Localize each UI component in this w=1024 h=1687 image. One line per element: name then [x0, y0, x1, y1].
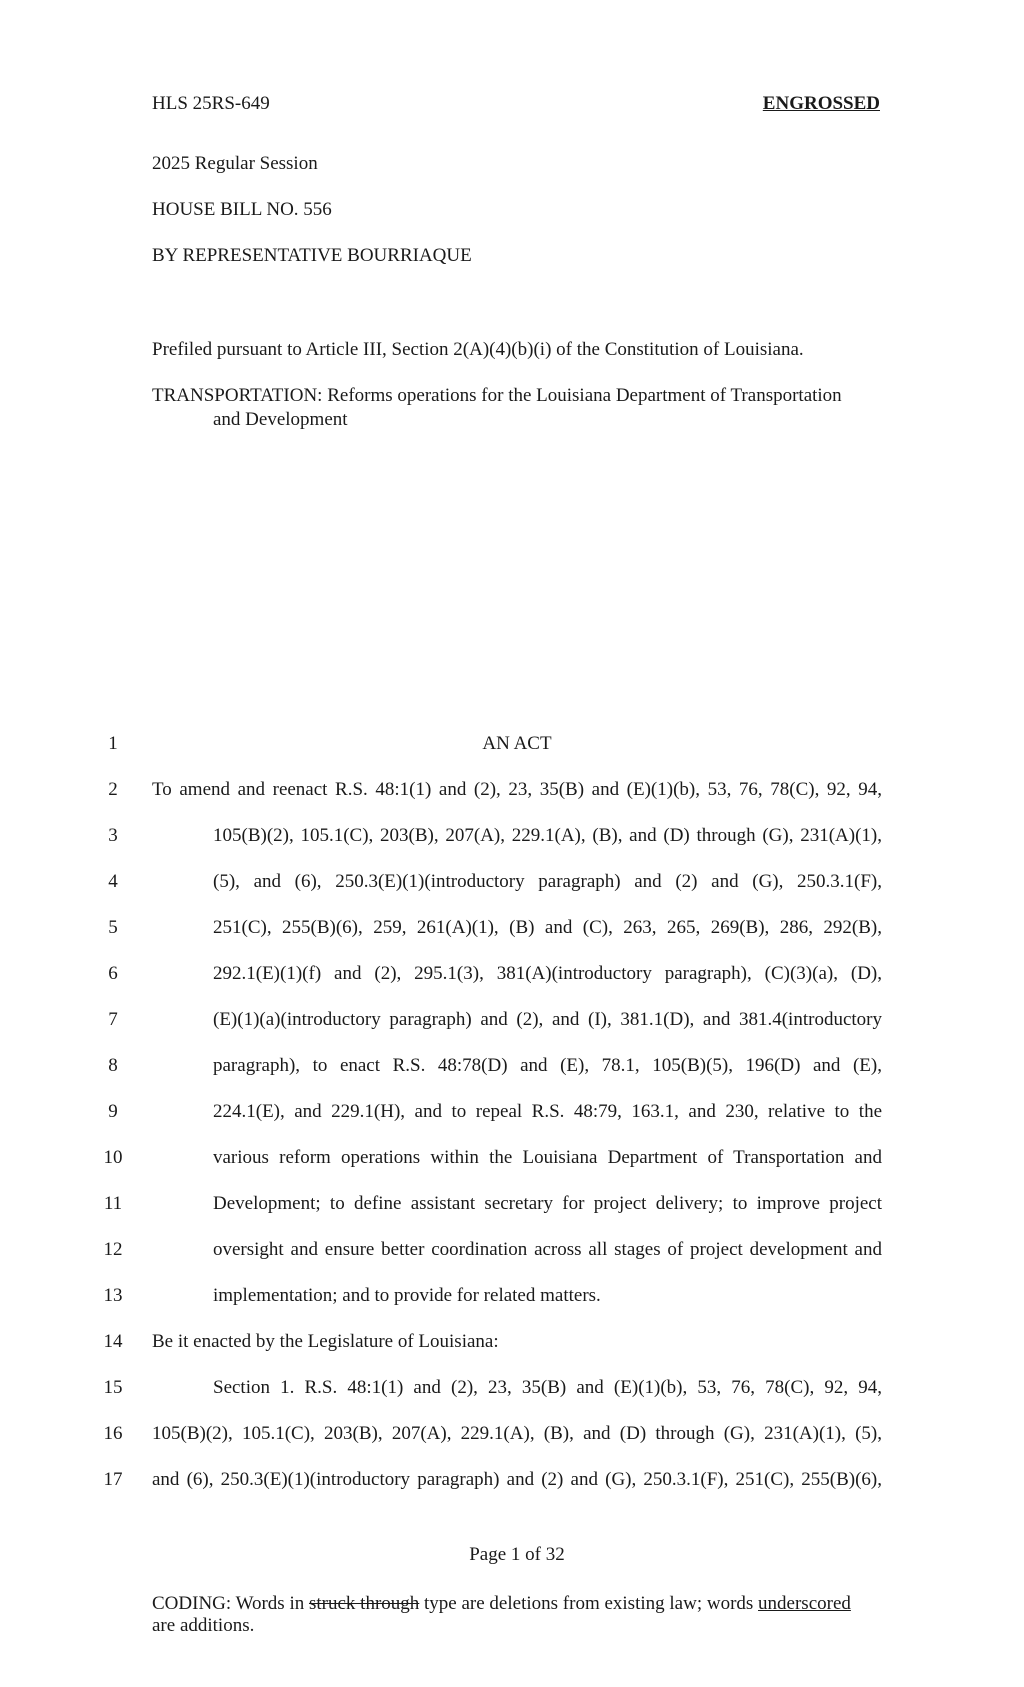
- line-number: 9: [108, 1101, 118, 1122]
- bill-number: HOUSE BILL NO. 556: [152, 199, 332, 220]
- line-number: 11: [103, 1193, 123, 1214]
- struck-through-sample: struck through: [308, 1593, 420, 1614]
- body-line: Development; to define assistant secretary for project delivery; to improve project: [213, 1193, 882, 1214]
- line-number: 4: [108, 871, 118, 892]
- session-label: 2025 Regular Session: [152, 153, 318, 174]
- body-line: 292.1(E)(1)(f) and (2), 295.1(3), 381(A)(introductory paragraph), (C)(3)(a), (D),: [213, 963, 882, 984]
- page-number: Page 1 of 32: [469, 1544, 565, 1565]
- line-number: 7: [108, 1009, 118, 1030]
- prefiled-note: Prefiled pursuant to Article III, Section 2(A)(4)(b)(i) of the Constitution of Louisiana.: [152, 339, 804, 360]
- enacting-clause: Be it enacted by the Legislature of Louisiana:: [152, 1331, 499, 1352]
- line-number: 3: [108, 825, 118, 846]
- body-line: 251(C), 255(B)(6), 259, 261(A)(1), (B) and (C), 263, 265, 269(B), 286, 292(B),: [213, 917, 882, 938]
- coding-suffix: are additions.: [152, 1615, 255, 1636]
- summary-line-2: and Development: [213, 409, 348, 430]
- body-line: paragraph), to enact R.S. 48:78(D) and (E), 78.1, 105(B)(5), 196(D) and (E),: [213, 1055, 882, 1076]
- line-number: 16: [103, 1423, 123, 1444]
- line-number: 6: [108, 963, 118, 984]
- coding-note: [152, 1593, 882, 1637]
- bill-author: BY REPRESENTATIVE BOURRIAQUE: [152, 245, 472, 266]
- underscored-sample: underscored: [758, 1593, 851, 1614]
- body-line: various reform operations within the Louisiana Department of Transportation and: [213, 1147, 882, 1168]
- section-1-start: Section 1. R.S. 48:1(1) and (2), 23, 35(B) and (E)(1)(b), 53, 76, 78(C), 92, 94,: [213, 1377, 882, 1398]
- line-number: 13: [103, 1285, 123, 1306]
- line-number: 5: [108, 917, 118, 938]
- body-line: To amend and reenact R.S. 48:1(1) and (2), 23, 35(B) and (E)(1)(b), 53, 76, 78(C), 92, 94,: [152, 779, 882, 800]
- body-line: 224.1(E), and 229.1(H), and to repeal R.S. 48:79, 163.1, and 230, relative to the: [213, 1101, 882, 1122]
- body-line: implementation; and to provide for related matters.: [213, 1285, 601, 1306]
- document-id: HLS 25RS-649: [152, 93, 270, 114]
- coding-prefix: CODING: Words in: [152, 1593, 305, 1614]
- body-line: 105(B)(2), 105.1(C), 203(B), 207(A), 229.1(A), (B), and (D) through (G), 231(A)(1), (5),: [152, 1423, 882, 1444]
- line-number: 8: [108, 1055, 118, 1076]
- body-line: oversight and ensure better coordination across all stages of project development and: [213, 1239, 882, 1260]
- summary-line-1: TRANSPORTATION: Reforms operations for the Louisiana Department of Transportation: [152, 385, 842, 406]
- line-number: 10: [103, 1147, 123, 1168]
- line-number: 1: [108, 733, 118, 754]
- act-title: AN ACT: [482, 733, 552, 754]
- body-line: (E)(1)(a)(introductory paragraph) and (2), and (I), 381.1(D), and 381.4(introductory: [213, 1009, 882, 1030]
- engrossed-status: ENGROSSED: [762, 93, 880, 114]
- line-number: 12: [103, 1239, 123, 1260]
- body-line: and (6), 250.3(E)(1)(introductory paragraph) and (2) and (G), 250.3.1(F), 251(C), 255(B)(6),: [152, 1469, 882, 1490]
- body-line: (5), and (6), 250.3(E)(1)(introductory paragraph) and (2) and (G), 250.3.1(F),: [213, 871, 882, 892]
- line-number: 2: [108, 779, 118, 800]
- body-line: 105(B)(2), 105.1(C), 203(B), 207(A), 229.1(A), (B), and (D) through (G), 231(A)(1),: [213, 825, 882, 846]
- line-number: 17: [103, 1469, 123, 1490]
- line-number: 15: [103, 1377, 123, 1398]
- line-number: 14: [103, 1331, 123, 1352]
- coding-middle: type are deletions from existing law; words: [424, 1593, 754, 1614]
- bill-summary: [152, 384, 882, 432]
